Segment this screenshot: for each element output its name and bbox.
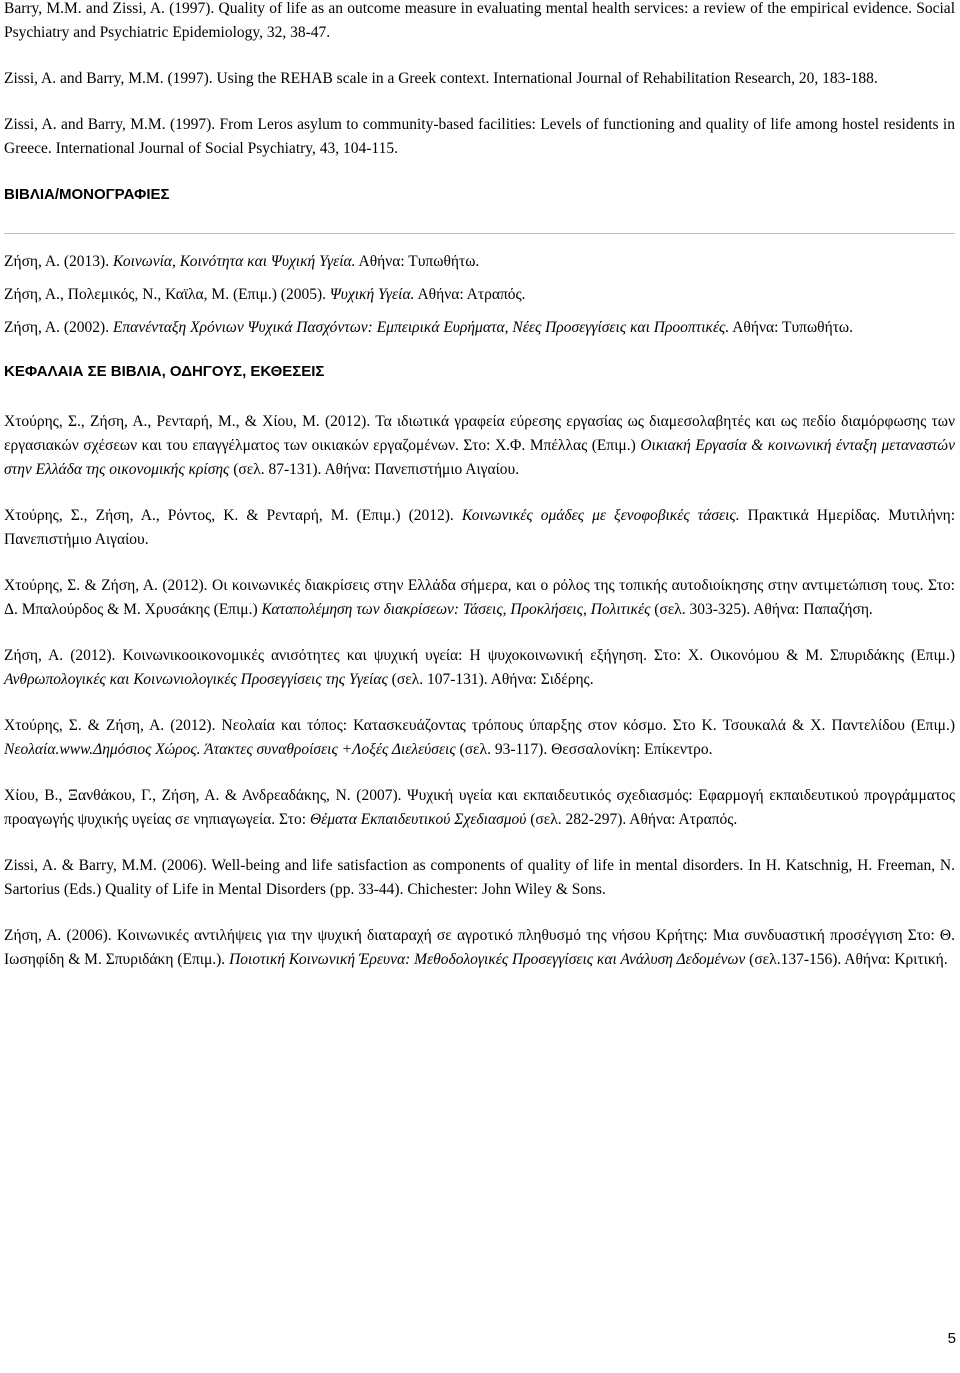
section-heading-chapters: ΚΕΦΑΛΑΙΑ ΣΕ ΒΙΒΛΙΑ, ΟΔΗΓΟΥΣ, ΕΚΘΕΣΕΙΣ <box>4 363 325 380</box>
page-number: 5 <box>947 1330 956 1347</box>
reference-entry <box>4 250 955 274</box>
reference-text: Zissi, A. & Barry, M.M. (2006). Well-being and life satisfaction as components of quality of life in mental disorders. In H. Katschnig, H. Freeman, N. Sartorius (Eds.) Quality of Life in Mental Disorders (pp. 33-44). Chichester: John Wiley & Sons. <box>4 857 955 898</box>
reference-text: Χίου, Β., Ξανθάκου, Γ., Ζήση, Α. & Ανδρεαδάκης, Ν. (2007). Ψυχική υγεία και εκπαιδευτικός σχεδιασμός: Εφαρμογή εκπαιδευτικού προγράμματος προαγωγής ψυχικής υγείας σε νηπιαγωγεία. Στο: <box>4 787 955 828</box>
reference-entry <box>4 410 955 482</box>
reference-entry <box>4 574 955 622</box>
reference-entry <box>4 924 955 972</box>
reference-title: Ψυχική Υγεία. <box>329 286 415 303</box>
section-heading-books: ΒΙΒΛΙΑ/ΜΟΝΟΓΡΑΦΙΕΣ <box>4 183 955 234</box>
reference-text: Αθήνα: Τυπωθήτω. <box>355 253 480 270</box>
reference-entry <box>4 113 955 161</box>
reference-entry <box>4 316 955 340</box>
reference-title: Καταπολέμηση των διακρίσεων: Τάσεις, Προκλήσεις, Πολιτικές <box>261 601 651 618</box>
reference-entry <box>4 714 955 762</box>
reference-text: Χτούρης, Σ. & Ζήση, Α. (2012). Οι κοινωνικές διακρίσεις στην Ελλάδα σήμερα, και ο ρόλος της τοπικής αυτοδιοίκησης στην αντιμετώπιση τους. Στο: Δ. Μπαλούρδος & Μ. Χρυσάκης (Επιμ.) <box>4 577 955 618</box>
reference-text: Αθήνα: Ατραπός. <box>414 286 526 303</box>
reference-text: Αθήνα: Τυπωθήτω. <box>729 319 853 336</box>
reference-text: Πρακτικά Ημερίδας. Μυτιλήνη: Πανεπιστήμιο Αιγαίου. <box>4 507 955 548</box>
reference-entry <box>4 644 955 692</box>
reference-text: Barry, M.M. and Zissi, A. (1997). Quality of life as an outcome measure in evaluating mental health services: a review of the empirical evidence. Social Psychiatry and Psychiatric Epidemiology, 32, 38-47. <box>4 0 955 41</box>
reference-text: (σελ. 282-297). Αθήνα: Ατραπός. <box>526 811 738 828</box>
reference-entry <box>4 854 955 902</box>
reference-text: (σελ. 87-131). Αθήνα: Πανεπιστήμιο Αιγαίου. <box>229 461 520 478</box>
reference-title: Ποιοτική Κοινωνική Έρευνα: Μεθοδολογικές Προσεγγίσεις και Ανάλυση Δεδομένων <box>229 951 746 968</box>
reference-entry <box>4 784 955 832</box>
reference-title: Νεολαία.www.Δημόσιος Χώρος. Άτακτες συναθροίσεις +Λοξές Διελεύσεις <box>4 741 456 758</box>
reference-title: Θέματα Εκπαιδευτικού Σχεδιασμού <box>309 811 527 828</box>
reference-title: Κοινωνικές ομάδες με ξενοφοβικές τάσεις. <box>461 507 740 524</box>
reference-entry <box>4 0 955 45</box>
reference-text: Ζήση, Α. (2013). <box>4 253 113 270</box>
reference-text: Ζήση, Α. (2002). <box>4 319 113 336</box>
reference-text: Χτούρης, Σ. & Ζήση, Α. (2012). Νεολαία και τόπος: Κατασκευάζοντας τρόπους ύπαρξης στον κόσμο. Στο Κ. Τσουκαλά & Χ. Παντελίδου (Επιμ.) <box>4 717 955 734</box>
reference-entry <box>4 504 955 552</box>
reference-text: Ζήση, Α. (2006). Κοινωνικές αντιλήψεις για την ψυχική διαταραχή σε αγροτικό πληθυσμό της νήσου Κρήτης: Μια συνδυαστική προσέγγιση Στο: Θ. Ιωσηφίδη & Μ. Σπυριδάκη (Επιμ.). <box>4 927 955 968</box>
reference-text: (σελ. 303-325). Αθήνα: Παπαζήση. <box>650 601 873 618</box>
reference-text: (σελ. 93-117). Θεσσαλονίκη: Επίκεντρο. <box>455 741 713 758</box>
reference-list-journal <box>4 0 955 161</box>
reference-text: Ζήση, Α. (2012). Κοινωνικοοικονομικές ανισότητες και ψυχική υγεία: Η ψυχοκοινωνική εξήγηση. Στο: Χ. Οικονόμου & Μ. Σπυριδάκης (Επιμ.) <box>4 647 955 664</box>
reference-list-chapters <box>4 410 955 972</box>
reference-title: Επανένταξη Χρόνιων Ψυχικά Πασχόντων: Εμπειρικά Ευρήματα, Νέες Προσεγγίσεις και Προοπτικές. <box>112 319 730 336</box>
reference-title: Ανθρωπολογικές και Κοινωνιολογικές Προσεγγίσεις της Υγείας <box>4 671 388 688</box>
reference-text: Χτούρης, Σ., Ζήση, Α., Ρενταρή, Μ., & Χίου, Μ. (2012). Τα ιδιωτικά γραφεία εύρεσης εργασίας ως διαμεσολαβητές και ως πεδίο διαμόρφωσης των εργασιακών σχέσεων και του επαγγέλματος των οικιακών εργαζομένων. Στο: Χ.Φ. Μπέλλας (Επιμ.) <box>4 413 955 454</box>
document-page <box>4 0 955 994</box>
reference-text: Χτούρης, Σ., Ζήση, Α., Ρόντος, Κ. & Ρενταρή, Μ. (Επιμ.) (2012). <box>4 507 462 524</box>
reference-entry <box>4 67 955 91</box>
reference-title: Κοινωνία, Κοινότητα και Ψυχική Υγεία. <box>112 253 356 270</box>
reference-list-books <box>4 250 955 340</box>
reference-text: (σελ. 107-131). Αθήνα: Σιδέρης. <box>387 671 594 688</box>
reference-entry <box>4 283 955 307</box>
reference-text: (σελ.137-156). Αθήνα: Κριτική. <box>745 951 948 968</box>
reference-text: Ζήση, Α., Πολεμικός, Ν., Καϊλα, Μ. (Επιμ.) (2005). <box>4 286 330 303</box>
reference-text: Zissi, A. and Barry, M.M. (1997). From Leros asylum to community-based facilities: Levels of functioning and quality of life among hostel residents in Greece. International Journal of Social Psychiatry, 43, 104-115. <box>4 116 955 157</box>
reference-title: Οικιακή Εργασία & κοινωνική ένταξη μεταναστών στην Ελλάδα της οικονομικής κρίσης <box>4 437 955 478</box>
reference-text: Zissi, A. and Barry, M.M. (1997). Using the REHAB scale in a Greek context. International Journal of Rehabilitation Research, 20, 183-188. <box>4 70 878 87</box>
